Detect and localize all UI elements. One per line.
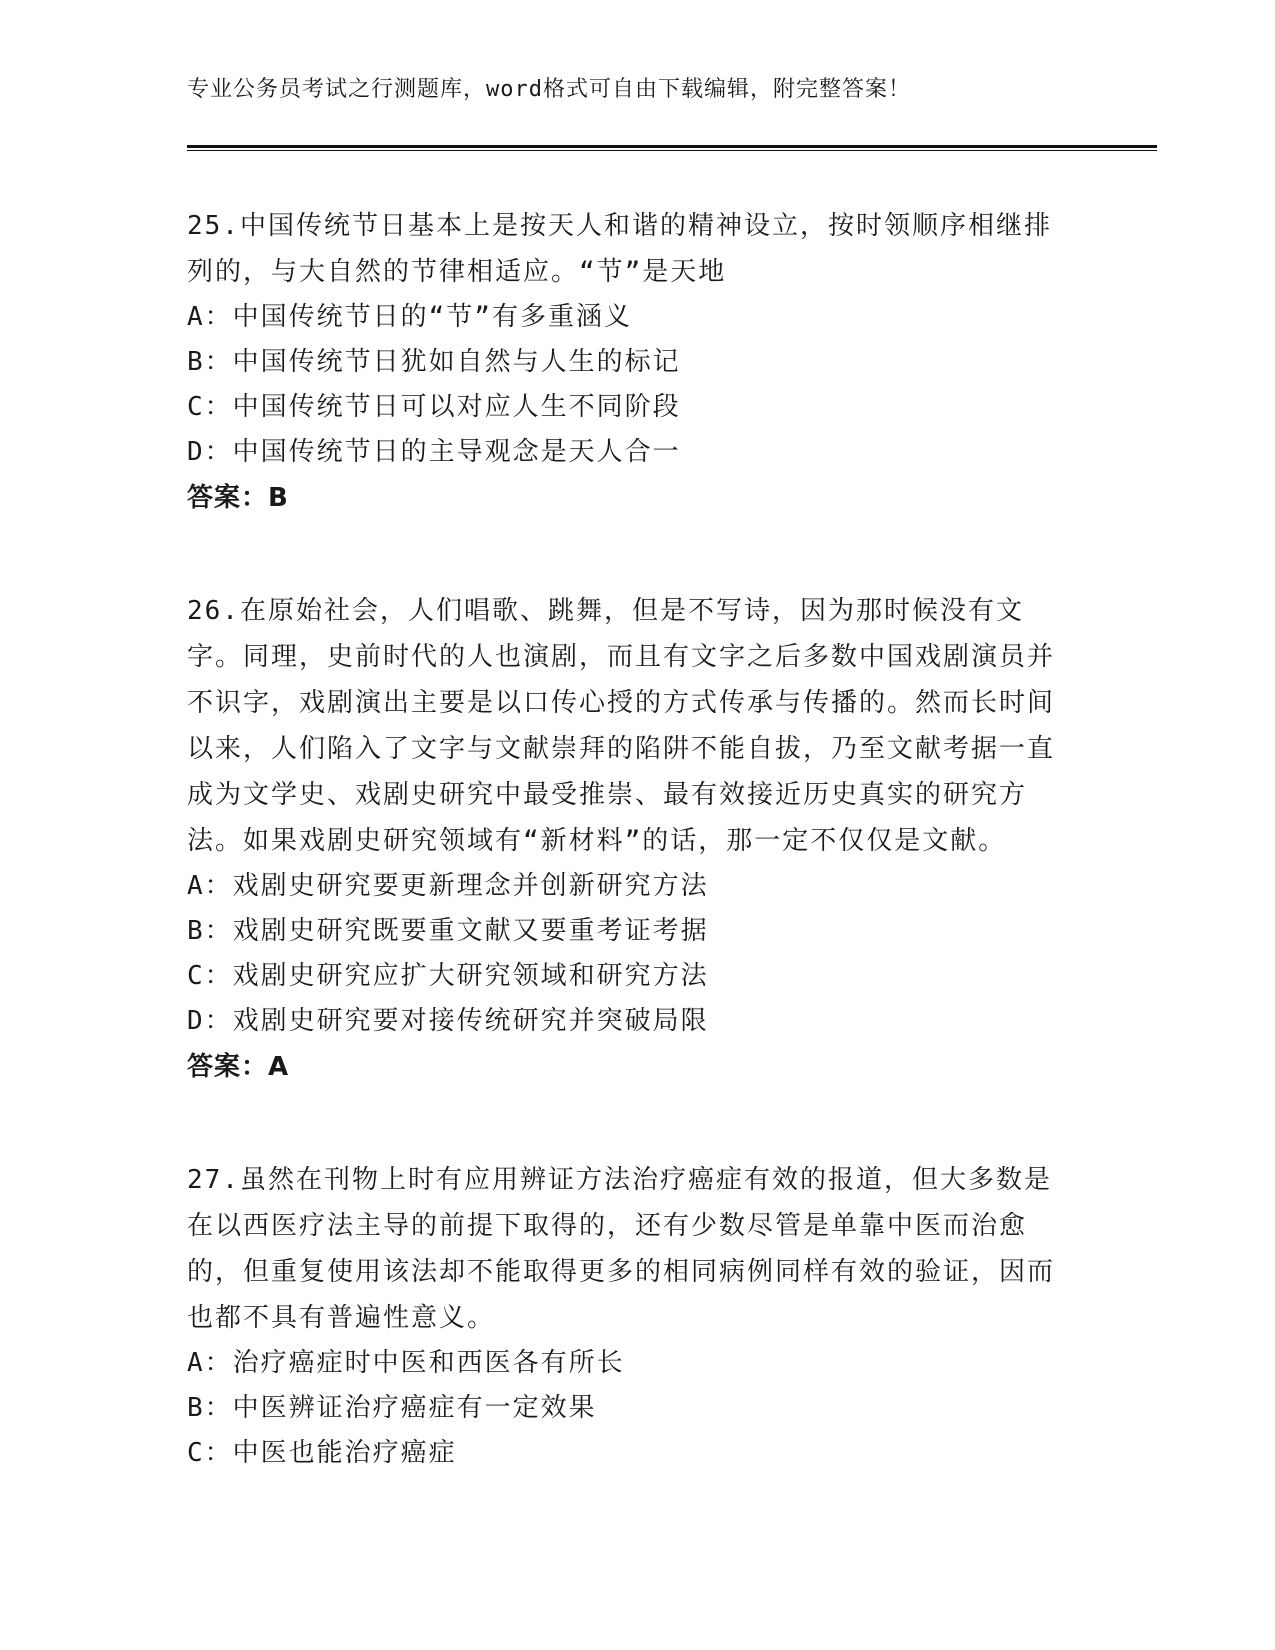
option-a: A：中国传统节日的“节”有多重涵义 xyxy=(187,302,632,332)
option-b: B：中医辨证治疗癌症有一定效果 xyxy=(187,1393,597,1423)
question-list xyxy=(187,203,1077,1476)
option-b: B：戏剧史研究既要重文献又要重考证考据 xyxy=(187,916,709,946)
question-25 xyxy=(187,203,1077,521)
header-divider xyxy=(187,145,1157,151)
question-stem: 26.在原始社会，人们唱歌、跳舞，但是不写诗，因为那时候没有文字。同理，史前时代的人也演剧，而且有文字之后多数中国戏剧演员并不识字，戏剧演出主要是以口传心授的方式传承与传播的。然而长时间以来，人们陷入了文字与文献崇拜的陷阱不能自拔，乃至文献考据一直成为文学史、戏剧史研究中最受推崇、最有效接近历史真实的研究方法。如果戏剧史研究领域有“新材料”的话，那一定不仅仅是文献。 xyxy=(187,596,1056,856)
option-a: A：戏剧史研究要更新理念并创新研究方法 xyxy=(187,871,709,901)
option-b: B：中国传统节日犹如自然与人生的标记 xyxy=(187,347,681,377)
question-stem: 27.虽然在刊物上时有应用辨证方法治疗癌症有效的报道，但大多数是在以西医疗法主导的前提下取得的，还有少数尽管是单靠中医而治愈的，但重复使用该法却不能取得更多的相同病例同样有效的验证，因而也都不具有普遍性意义。 xyxy=(187,1165,1056,1333)
option-d: D：戏剧史研究要对接传统研究并突破局限 xyxy=(187,1006,709,1036)
question-stem: 25.中国传统节日基本上是按天人和谐的精神设立，按时领顺序相继排列的，与大自然的节律相适应。“节”是天地 xyxy=(187,211,1052,287)
option-c: C：中国传统节日可以对应人生不同阶段 xyxy=(187,392,681,422)
answer: 答案：A xyxy=(187,1052,290,1082)
option-c: C：戏剧史研究应扩大研究领域和研究方法 xyxy=(187,961,709,991)
page-header: 专业公务员考试之行测题库，word格式可自由下载编辑，附完整答案！ xyxy=(187,77,911,102)
option-a: A：治疗癌症时中医和西医各有所长 xyxy=(187,1348,625,1378)
answer: 答案：B xyxy=(187,483,289,513)
question-26 xyxy=(187,588,1077,1090)
question-27 xyxy=(187,1157,1077,1476)
option-c: C：中医也能治疗癌症 xyxy=(187,1438,457,1468)
option-d: D：中国传统节日的主导观念是天人合一 xyxy=(187,437,681,467)
